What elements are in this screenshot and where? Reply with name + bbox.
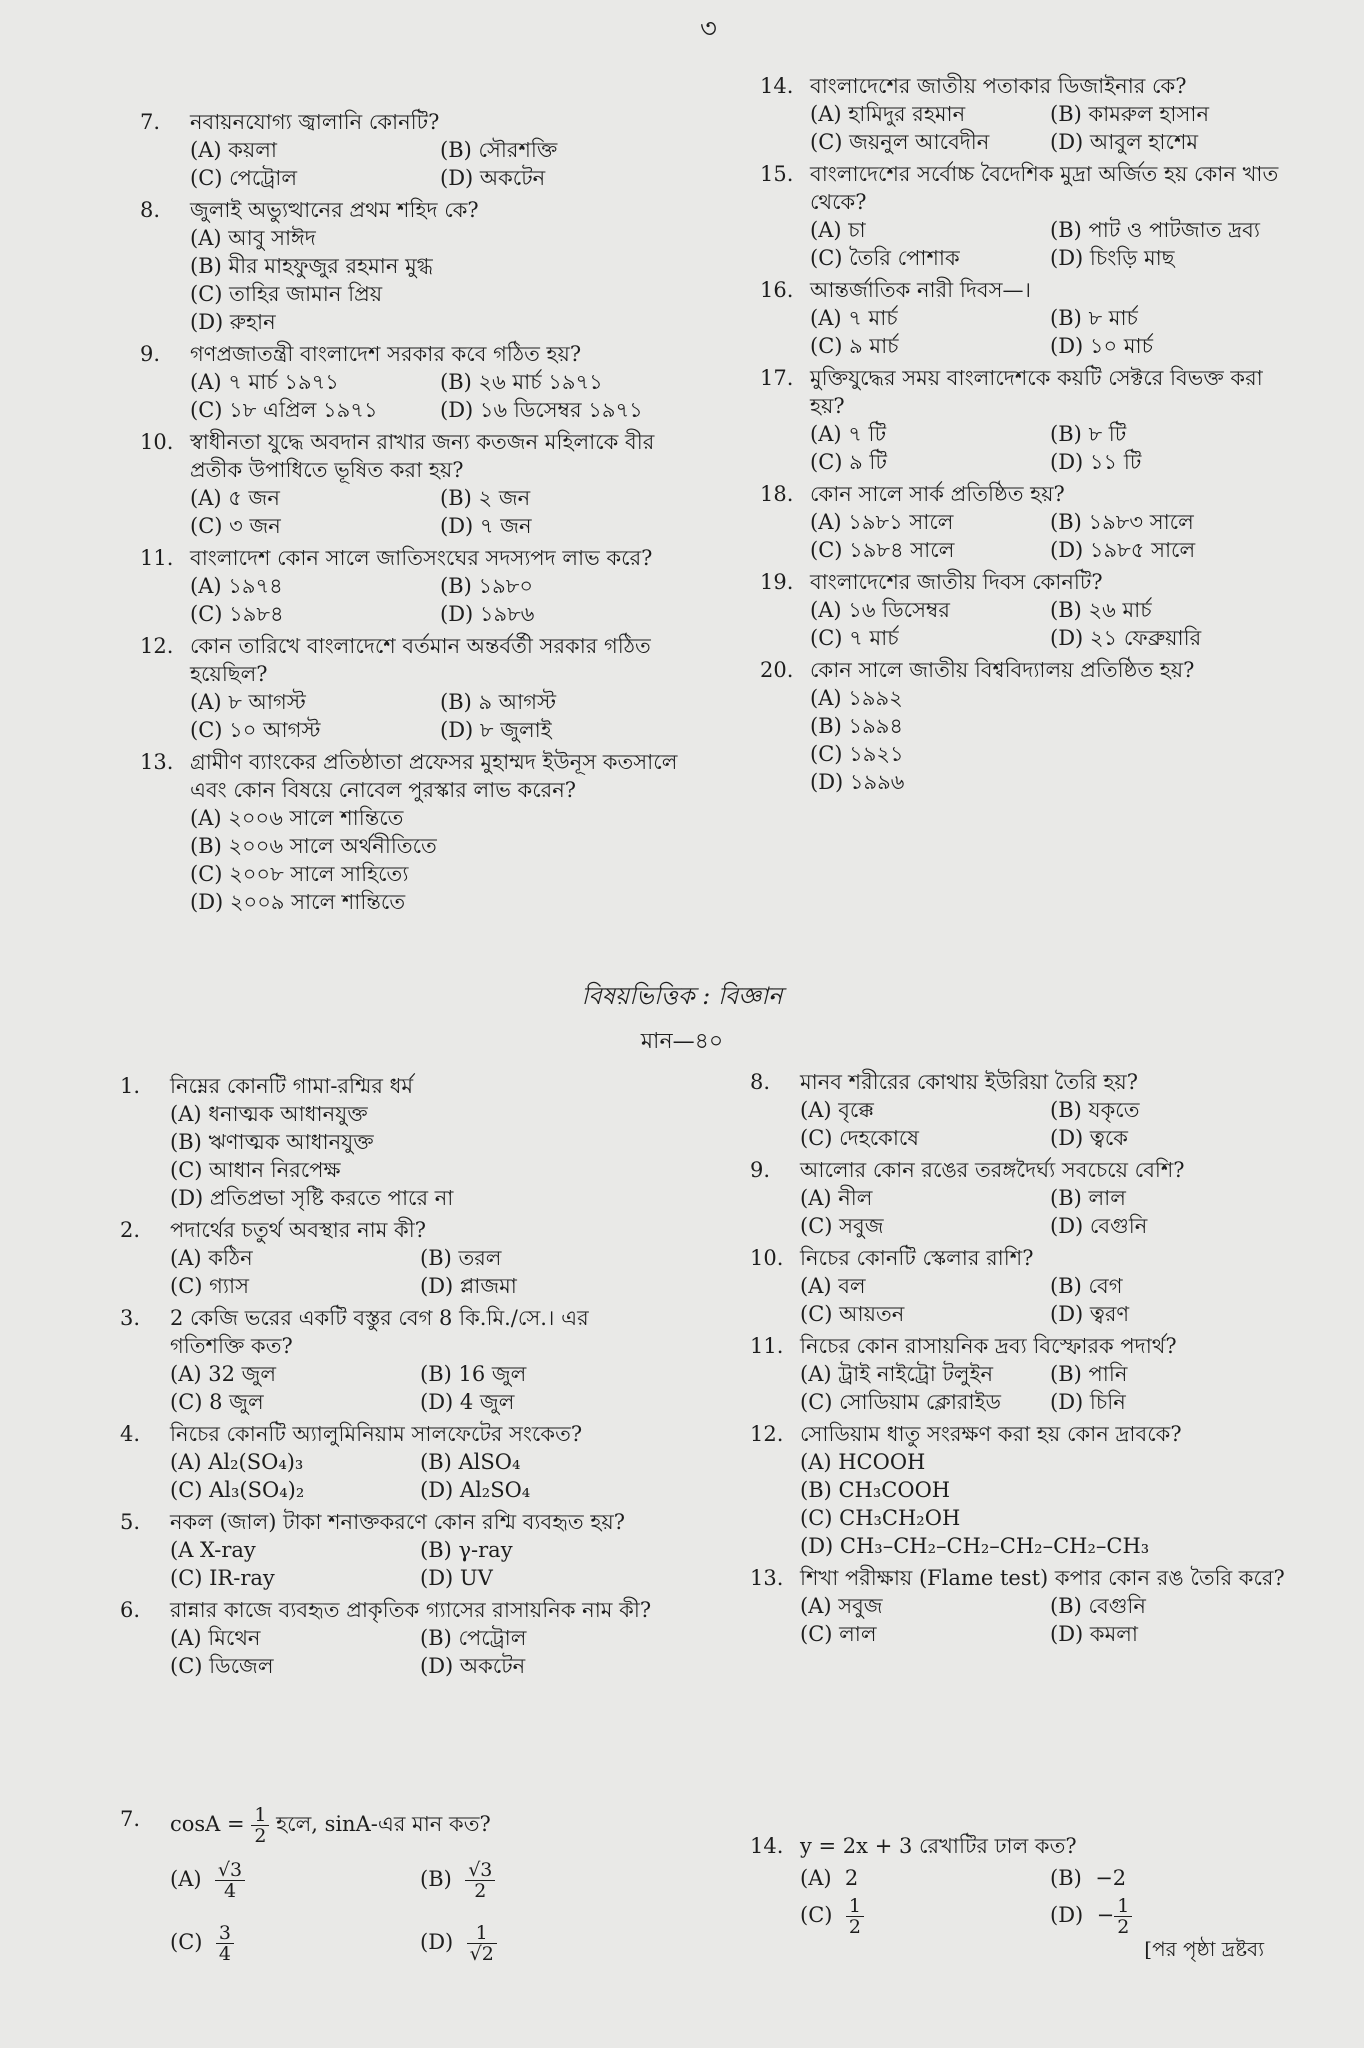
option-c: (C) সবুজ [800,1214,884,1238]
question-text: নবায়নযোগ্য জ্বালানি কোনটি? [190,110,440,134]
option-a: (A) ১৬ ডিসেম্বর [810,598,950,622]
question-text: গ্রামীণ ব্যাংকের প্রতিষ্ঠাতা প্রফেসর মুহাম্মদ ইউনূস কতসালে এবং কোন বিষয়ে নোবেল পুরস্কার লাভ করেন? [190,750,678,802]
sci-question-14 [750,1832,1290,1941]
question-number: 16. [760,278,794,302]
option-c: (C) লাল [800,1622,877,1646]
option-d: (D) 4 জুল [420,1390,515,1414]
question-item [750,1332,1290,1416]
option-b: (B) মীর মাহফুজুর রহমান মুগ্ধ [190,254,433,278]
question-number: 12. [750,1422,784,1446]
option-d: (D) − $\frac{1}{2}$ [1050,1896,1290,1937]
question-number: 14. [760,74,794,98]
option-b: (B) ঋণাত্মক আধানযুক্ত [170,1130,374,1154]
section-marks: মান—৪০ [640,1029,724,1054]
question-text: বাংলাদেশের জাতীয় পতাকার ডিজাইনার কে? [810,74,1187,98]
question-item [120,1420,660,1504]
question-number: 4. [120,1422,141,1446]
option-c: (C) ১০ আগস্ট [190,718,321,742]
option-d: (D) প্রতিপ্রভা সৃষ্টি করতে পারে না [170,1186,454,1210]
option-c: (C) ৭ মার্চ [810,626,899,650]
question-number: 12. [140,634,174,658]
option-a: (A) কয়লা [190,138,278,162]
option-d: (D) ১৯৮৫ সালে [1050,538,1196,562]
option-b: (B) ৮ টি [1050,422,1127,446]
fraction: $\frac{1}{2}$ [251,1805,269,1846]
option-d: (D) আবুল হাশেম [1050,130,1199,154]
option-b: (B) ২৬ মার্চ ১৯৭১ [440,370,603,394]
option-d: (D) ত্বরণ [1050,1302,1130,1326]
option-a: (A) ৫ জন [190,486,280,510]
question-item [140,108,680,192]
question-text: 2 কেজি ভরের একটি বস্তুর বেগ 8 কি.মি./সে.। এর গতিশক্তি কত? [170,1306,589,1358]
option-b: (B) পাট ও পাটজাত দ্রব্য [1050,218,1260,242]
option-b: (B) $\frac{√3}{2}$ [420,1860,660,1901]
question-item [760,568,1280,652]
option-b: (B) পেট্রোল [420,1626,527,1650]
question-item [120,1596,660,1680]
option-a: (A) ১৯৮১ সালে [810,510,954,534]
option-c: (C) তৈরি পোশাক [810,246,960,270]
option-c: (C) আধান নিরপেক্ষ [170,1158,341,1182]
option-a: (A) কঠিন [170,1246,253,1270]
question-text: মানব শরীরের কোথায় ইউরিয়া তৈরি হয়? [800,1070,1139,1094]
option-d: (D) অকটেন [420,1654,526,1678]
option-d: (D) রুহান [190,310,276,334]
question-text: নিম্নের কোনটি গামা-রশ্মির ধর্ম [170,1074,414,1098]
option-a: (A) HCOOH [800,1450,926,1474]
option-b: (B) ৮ মার্চ [1050,306,1138,330]
page-number: ৩ [700,14,717,44]
option-c: (C) IR-ray [170,1566,275,1590]
option-d: (D) ত্বকে [1050,1126,1128,1150]
option-a: (A) হামিদুর রহমান [810,102,966,126]
question-item [750,1156,1290,1240]
question-text: কোন তারিখে বাংলাদেশে বর্তমান অন্তর্বর্তী সরকার গঠিত হয়েছিল? [190,634,651,686]
question-item [760,72,1280,156]
option-b: (B) γ-ray [420,1538,513,1562]
option-b: (B) সৌরশক্তি [440,138,558,162]
option-c: (C) ১৮ এপ্রিল ১৯৭১ [190,398,378,422]
option-d: (D) ৮ জুলাই [440,718,552,742]
question-item [140,428,680,540]
question-number: 8. [140,198,161,222]
page-footer: [পর পৃষ্ঠা দ্রষ্টব্য [1144,1937,1264,1961]
question-number: 20. [760,658,794,682]
question-number: 1. [120,1074,141,1098]
option-c: (C) CH₃CH₂OH [800,1506,961,1530]
question-number: 9. [140,342,161,366]
option-b: (B) −2 [1050,1866,1127,1890]
question-number: 14. [750,1834,784,1858]
option-c: (C) $\frac{3}{4}$ [170,1923,410,1964]
option-b: (B) ২ জন [440,486,531,510]
question-item [750,1564,1290,1648]
question-number: 18. [760,482,794,506]
question-item [120,1304,660,1416]
question-item [120,1216,660,1300]
question-text: স্বাধীনতা যুদ্ধে অবদান রাখার জন্য কতজন মহিলাকে বীর প্রতীক উপাধিতে ভূষিত করা হয়? [190,430,655,482]
option-a: (A) ২০০৬ সালে শান্তিতে [190,806,404,830]
question-item [140,632,680,744]
question-number: 19. [760,570,794,594]
option-d: (D) চিনি [1050,1390,1126,1414]
option-a: (A) নীল [800,1186,873,1210]
question-item [750,1420,1290,1560]
question-number: 8. [750,1070,771,1094]
question-text: মুক্তিযুদ্ধের সময় বাংলাদেশকে কয়টি সেক্টরে বিভক্ত করা হয়? [810,366,1263,418]
option-b: (B) পানি [1050,1362,1128,1386]
question-text: cosA = $\frac{1}{2}$ হলে, sinA-এর মান কত? [170,1804,491,1847]
question-number: 6. [120,1598,141,1622]
option-c: (C) গ্যাস [170,1274,249,1298]
option-c: (C) পেট্রোল [190,166,297,190]
question-number: 13. [140,750,174,774]
option-b: (B) ৯ আগস্ট [440,690,557,714]
option-b: (B) তরল [420,1246,502,1270]
question-text: নিচের কোনটি স্কেলার রাশি? [800,1246,1034,1270]
option-a: (A) Al₂(SO₄)₃ [170,1450,304,1474]
question-number: 10. [140,430,174,454]
question-text: বাংলাদেশের জাতীয় দিবস কোনটি? [810,570,1103,594]
option-d: (D) ১৯৯৬ [810,770,905,794]
question-number: 13. [750,1566,784,1590]
option-a: (A) চা [810,218,866,242]
question-text: কোন সালে জাতীয় বিশ্ববিদ্যালয় প্রতিষ্ঠিত হয়? [810,658,1195,682]
question-item [750,1244,1290,1328]
question-item [140,340,680,424]
option-a: (A) ৭ মার্চ [810,306,898,330]
option-b: (B) কামরুল হাসান [1050,102,1209,126]
question-item [750,1068,1290,1152]
option-c: (C) আয়তন [800,1302,905,1326]
option-d: (D) ১০ মার্চ [1050,334,1153,358]
question-text: নিচের কোন রাসায়নিক দ্রব্য বিস্ফোরক পদার্থ? [800,1334,1177,1358]
question-text: সোডিয়াম ধাতু সংরক্ষণ করা হয় কোন দ্রাবকে? [800,1422,1182,1446]
option-c: (C) 8 জুল [170,1390,264,1414]
question-text: কোন সালে সার্ক প্রতিষ্ঠিত হয়? [810,482,1065,506]
option-b: (B) লাল [1050,1186,1126,1210]
option-c: (C) ১৯২১ [810,742,904,766]
option-c: (C) ডিজেল [170,1654,274,1678]
option-a: (A) ট্রাই নাইট্রো টলুইন [800,1362,994,1386]
option-c: (C) ১৯৮৪ [190,602,284,626]
option-b: (B) ২০০৬ সালে অর্থনীতিতে [190,834,437,858]
option-c: (C) ৩ জন [190,514,281,538]
option-c: (C) $\frac{1}{2}$ [800,1896,1040,1937]
question-number: 10. [750,1246,784,1270]
option-c: (C) সোডিয়াম ক্লোরাইড [800,1390,1001,1414]
option-d: (D) ১১ টি [1050,450,1142,474]
option-d: (D) চিংড়ি মাছ [1050,246,1175,270]
option-b: (B) ১৯৮৩ সালে [1050,510,1194,534]
question-item [120,1072,660,1212]
option-a: (A) ৭ মার্চ ১৯৭১ [190,370,339,394]
option-a: (A) সবুজ [800,1594,883,1618]
sci-question-7 [120,1805,660,1968]
question-text: জুলাই অভ্যুত্থানের প্রথম শহিদ কে? [190,198,479,222]
question-text: আলোর কোন রঙের তরঙ্গদৈর্ঘ্য সবচেয়ে বেশি? [800,1158,1185,1182]
option-d: (D) ২০০৯ সালে শান্তিতে [190,890,406,914]
option-d: (D) Al₂SO₄ [420,1478,531,1502]
option-c: (C) ২০০৮ সালে সাহিত্যে [190,862,409,886]
option-a: (A) $\frac{√3}{4}$ [170,1860,410,1901]
option-d: (D) ১৯৮৬ [440,602,535,626]
option-a: (A) মিথেন [170,1626,261,1650]
question-text: বাংলাদেশের সর্বোচ্চ বৈদেশিক মুদ্রা অর্জিত হয় কোন খাত থেকে? [810,162,1279,214]
option-b: (B) ২৬ মার্চ [1050,598,1152,622]
question-number: 7. [120,1807,141,1831]
sci-right-column [750,1068,1290,1652]
option-a: (A) ১৯৯২ [810,686,903,710]
question-text: গণপ্রজাতন্ত্রী বাংলাদেশ সরকার কবে গঠিত হয়? [190,342,582,366]
question-number: 11. [140,546,174,570]
option-d: (D) প্লাজমা [420,1274,517,1298]
option-a: (A) ধনাত্মক আধানযুক্ত [170,1102,368,1126]
sci-left-column [120,1072,660,1684]
option-c: (C) ১৯৮৪ সালে [810,538,955,562]
option-a: (A) 2 [800,1866,859,1890]
question-text: বাংলাদেশ কোন সালে জাতিসংঘের সদস্যপদ লাভ করে? [190,546,653,570]
gk-right-column [760,72,1280,800]
option-b: (B) AlSO₄ [420,1450,521,1474]
question-number: 15. [760,162,794,186]
question-number: 2. [120,1218,141,1242]
question-number: 11. [750,1334,784,1358]
question-item [760,364,1280,476]
option-d: (D) UV [420,1566,493,1590]
question-text: নিচের কোনটি অ্যালুমিনিয়াম সালফেটের সংকেত? [170,1422,583,1446]
option-c: (C) তাহির জামান প্রিয় [190,282,383,306]
option-a: (A X-ray [170,1538,256,1562]
question-text: নকল (জাল) টাকা শনাক্তকরণে কোন রশ্মি ব্যবহৃত হয়? [170,1510,625,1534]
option-d: (D) বেগুনি [1050,1214,1148,1238]
option-b: (B) বেগ [1050,1274,1123,1298]
option-a: (A) বৃক্কে [800,1098,874,1122]
option-d: (D) কমলা [1050,1622,1138,1646]
question-item [760,480,1280,564]
question-item [760,160,1280,272]
option-a: (A) ৮ আগস্ট [190,690,306,714]
option-d: (D) $\frac{1}{√2}$ [420,1923,660,1964]
option-b: (B) CH₃COOH [800,1478,951,1502]
question-text: শিখা পরীক্ষায় (Flame test) কপার কোন রঙ তৈরি করে? [800,1566,1285,1590]
option-a: (A) আবু সাঈদ [190,226,316,250]
question-text: রান্নার কাজে ব্যবহৃত প্রাকৃতিক গ্যাসের রাসায়নিক নাম কী? [170,1598,652,1622]
question-item [140,196,680,336]
question-number: 5. [120,1510,141,1534]
question-text: y = 2x + 3 রেখাটির ঢাল কত? [800,1834,1077,1858]
question-item [120,1508,660,1592]
section-title: বিষয়ভিত্তিক : বিজ্ঞান [581,982,783,1010]
option-c: (C) ৯ মার্চ [810,334,899,358]
option-d: (D) ২১ ফেব্রুয়ারি [1050,626,1202,650]
option-d: (D) CH₃–CH₂–CH₂–CH₂–CH₂–CH₃ [800,1534,1150,1558]
option-d: (D) ১৬ ডিসেম্বর ১৯৭১ [440,398,643,422]
question-text: আন্তর্জাতিক নারী দিবস—। [810,278,1031,302]
option-c: (C) দেহকোষে [800,1126,919,1150]
option-c: (C) জয়নুল আবেদীন [810,130,990,154]
option-b: (B) বেগুনি [1050,1594,1146,1618]
option-a: (A) ১৯৭৪ [190,574,283,598]
option-c: (C) Al₃(SO₄)₂ [170,1478,305,1502]
option-b: (B) 16 জুল [420,1362,527,1386]
question-number: 9. [750,1158,771,1182]
option-d: (D) অকটেন [440,166,546,190]
option-a: (A) ৭ টি [810,422,887,446]
question-number: 7. [140,110,161,134]
option-a: (A) 32 জুল [170,1362,277,1386]
question-number: 3. [120,1306,141,1330]
question-item [760,656,1280,796]
option-c: (C) ৯ টি [810,450,887,474]
question-text: পদার্থের চতুর্থ অবস্থার নাম কী? [170,1218,427,1242]
option-b: (B) ১৯৮০ [440,574,534,598]
question-item [760,276,1280,360]
option-a: (A) বল [800,1274,866,1298]
option-b: (B) ১৯৯৪ [810,714,904,738]
question-number: 17. [760,366,794,390]
option-b: (B) যকৃতে [1050,1098,1140,1122]
option-d: (D) ৭ জন [440,514,532,538]
question-item [140,544,680,628]
gk-left-column [140,108,680,920]
question-item [140,748,680,916]
